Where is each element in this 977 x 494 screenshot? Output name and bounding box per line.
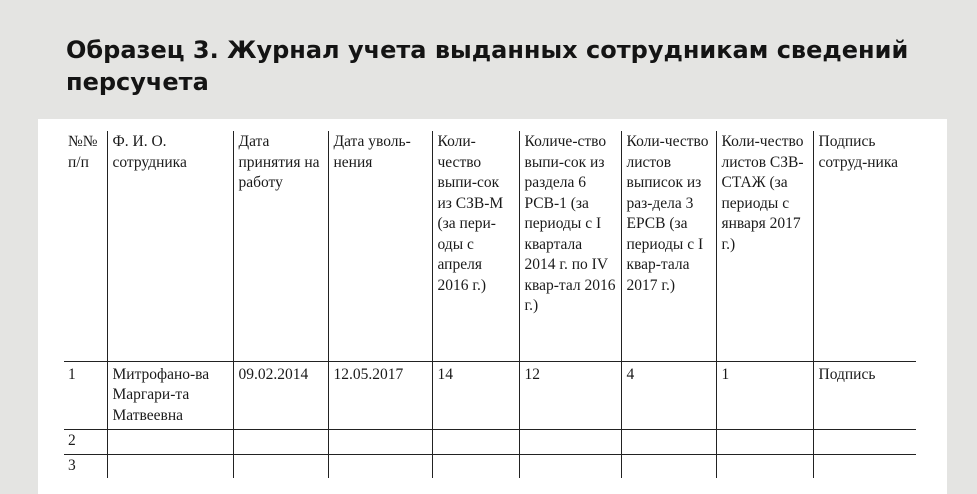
table-cell: [621, 454, 716, 478]
table-cell: Митрофано-ва Маргари-та Матвеевна: [107, 361, 233, 430]
header-cell-szv-stazh-count: Коли-чество листов СЗВ-СТАЖ (за периоды с января 2017 г.): [716, 131, 813, 361]
table-cell: [233, 430, 328, 455]
table-cell: [107, 430, 233, 455]
table-cell: 14: [432, 361, 519, 430]
table-cell: [328, 454, 432, 478]
table-cell: 1: [68, 365, 76, 383]
header-cell-dismissal-date: Дата уволь-нения: [328, 131, 432, 361]
header-cell-name: Ф. И. О. сотрудника: [107, 131, 233, 361]
table-header-row: [64, 131, 916, 361]
header-cell-number: №№ п/п: [68, 133, 98, 171]
table-row: [64, 430, 916, 455]
journal-table: [64, 131, 916, 478]
table-cell: [813, 454, 916, 478]
table-cell: 4: [621, 361, 716, 430]
table-cell: [813, 430, 916, 455]
table-cell: [716, 430, 813, 455]
document-sheet: [38, 119, 947, 494]
table-cell: Подпись: [813, 361, 916, 430]
table-cell: [328, 430, 432, 455]
table-cell: 09.02.2014: [233, 361, 328, 430]
page-title: Образец 3. Журнал учета выданных сотрудникам сведений персучета: [66, 36, 909, 96]
table-cell: 2: [68, 432, 76, 449]
table-cell: 1: [716, 361, 813, 430]
table-cell: [621, 430, 716, 455]
header-cell-rsv1-count: Количе-ство выпи-сок из раздела 6 РСВ-1 (за периоды с I квартала 2014 г. по IV квар-тал 2016 г.): [519, 131, 621, 361]
table-cell: [519, 454, 621, 478]
table-cell: [432, 430, 519, 455]
header-cell-szv-m-count: Коли-чество выпи-сок из СЗВ-М (за пери-оды с апреля 2016 г.): [432, 131, 519, 361]
table-row: [64, 361, 916, 430]
table-cell: 3: [68, 456, 76, 474]
table-row: [64, 454, 916, 478]
header-cell-ersv-count: Коли-чество листов выписок из раз-дела 3 ЕРСВ (за периоды с I квар-тала 2017 г.): [621, 131, 716, 361]
table-cell: [519, 430, 621, 455]
table-cell: [716, 454, 813, 478]
table-cell: [107, 454, 233, 478]
table-cell: [432, 454, 519, 478]
table-cell: 12.05.2017: [328, 361, 432, 430]
table-cell: 12: [519, 361, 621, 430]
table-cell: [233, 454, 328, 478]
header-cell-signature: Подпись сотруд-ника: [813, 131, 916, 361]
header-cell-hire-date: Дата принятия на работу: [233, 131, 328, 361]
